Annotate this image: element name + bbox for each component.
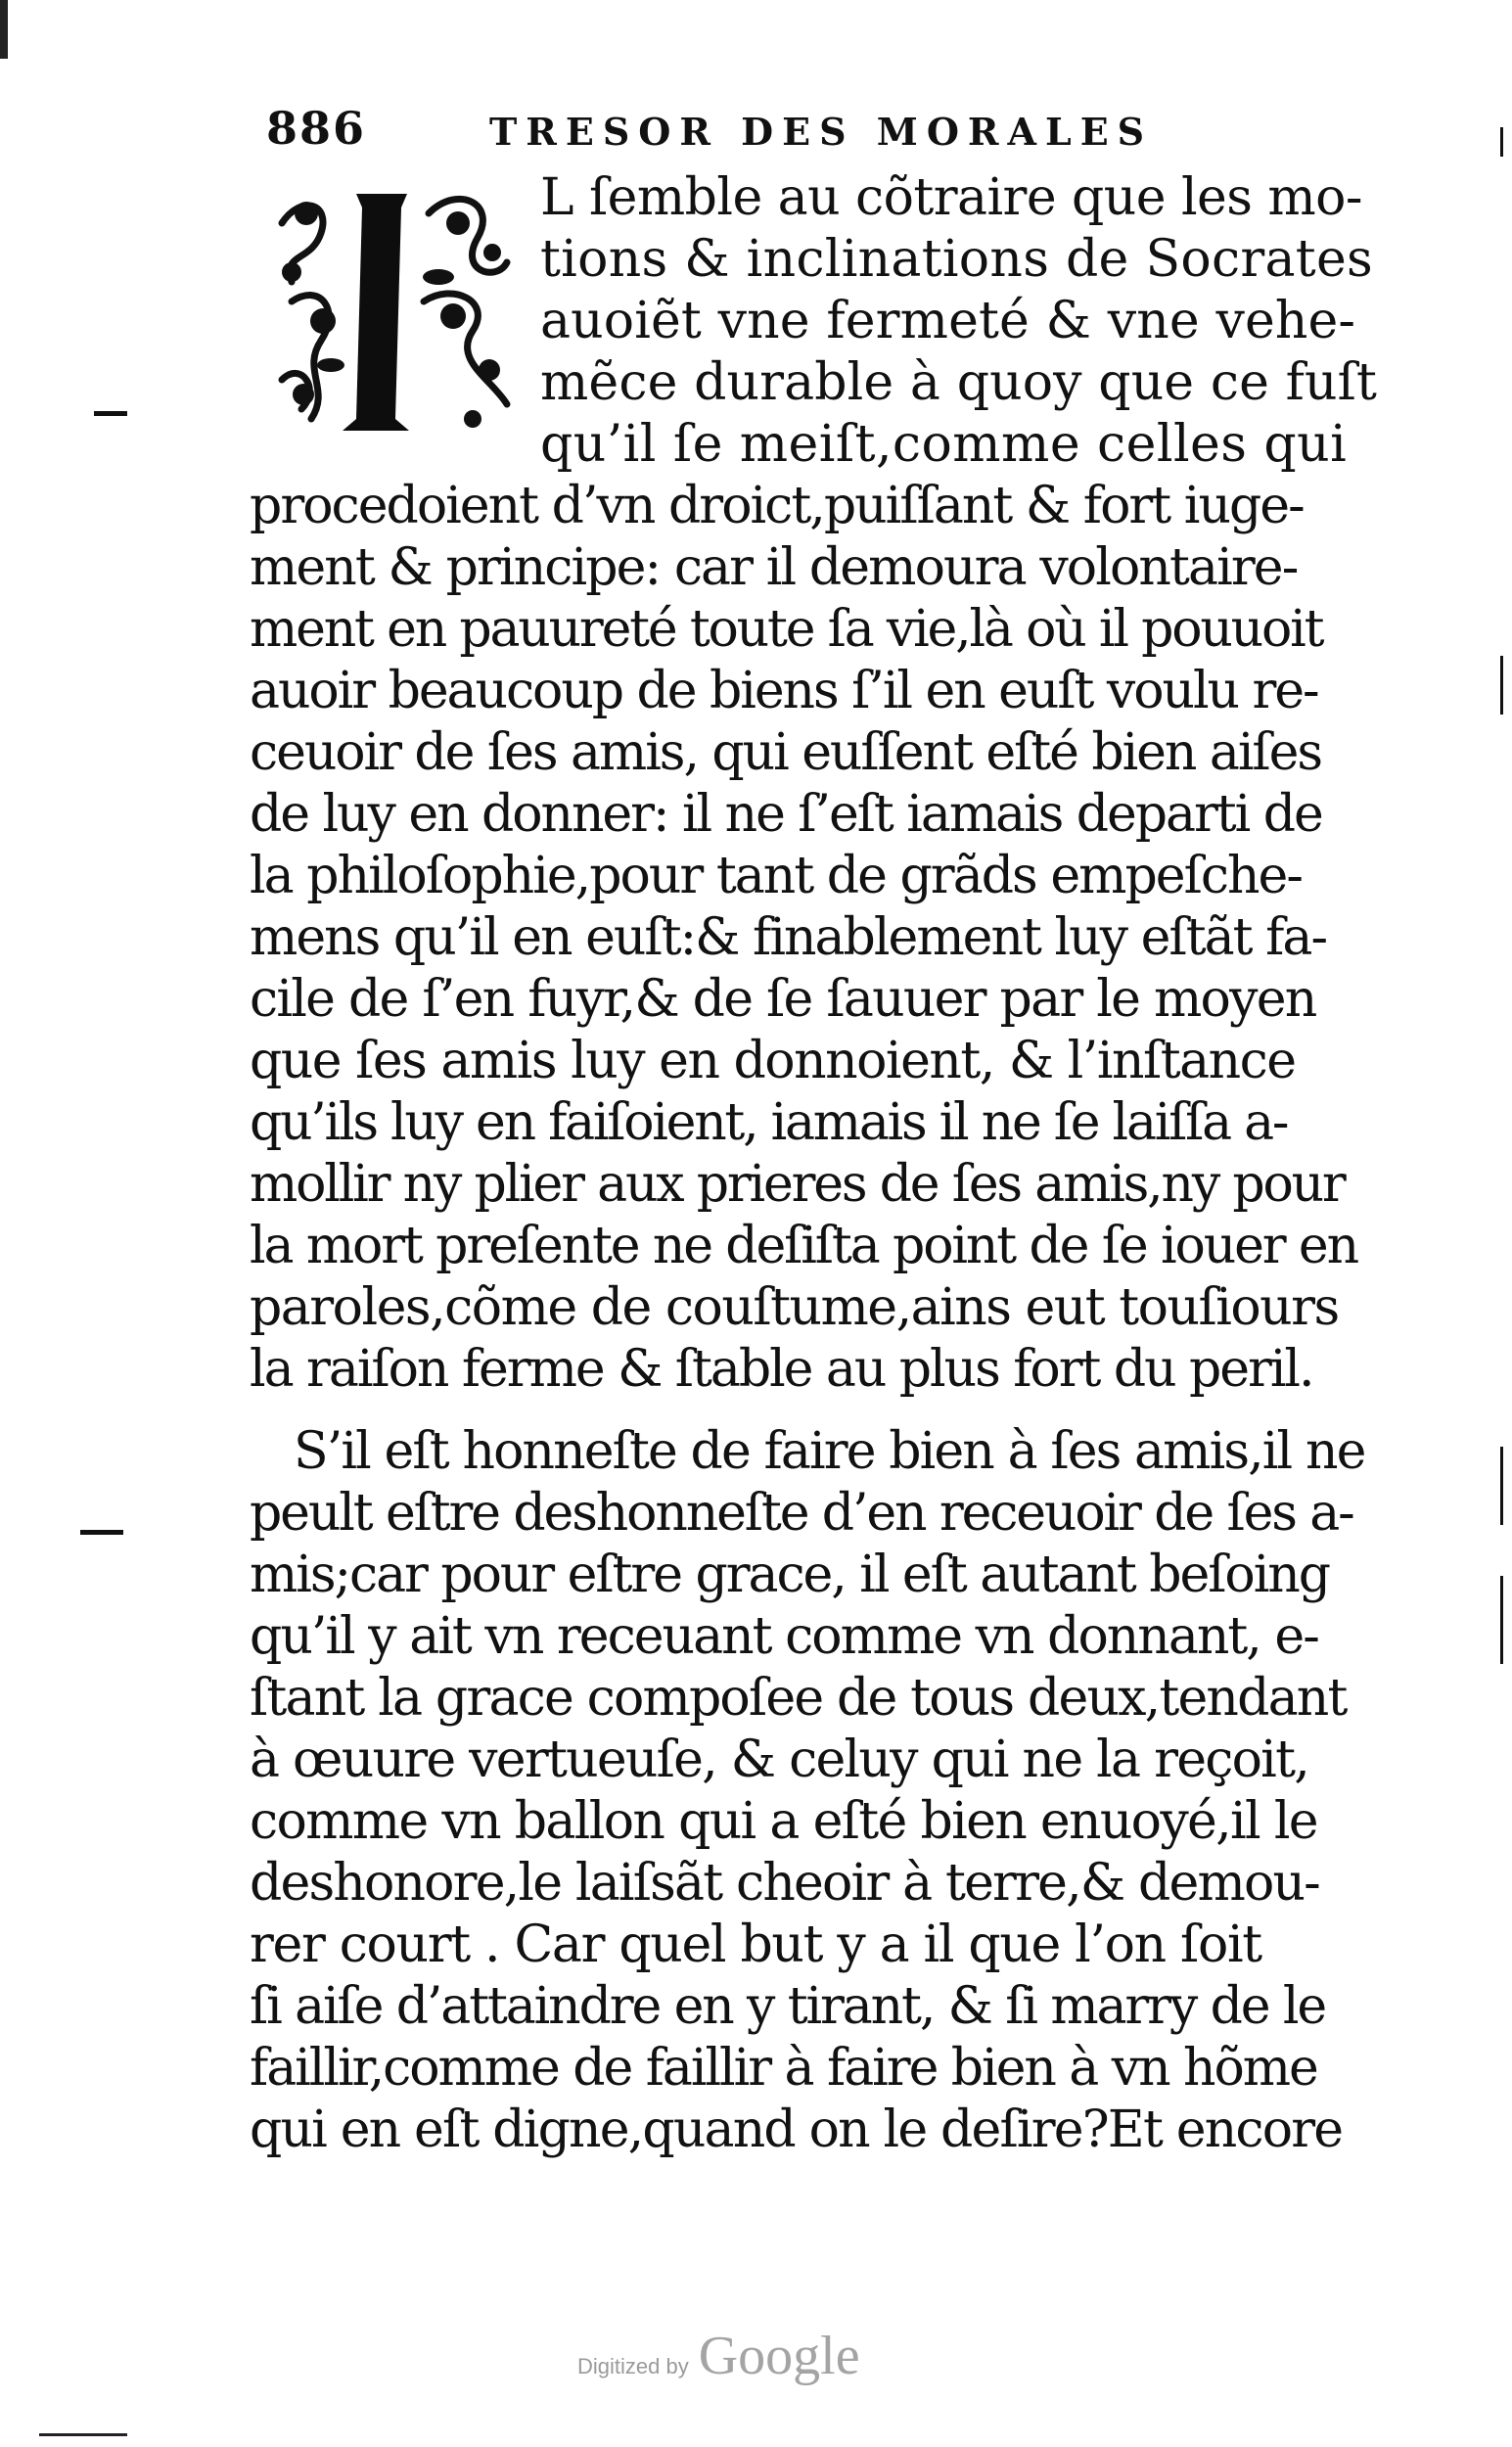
text-line: cile de ſ’en fuyr,& de ſe ſauuer par le moyen — [250, 970, 1316, 1029]
text-line: que ſes amis luy en donnoient, & l’inſtance — [250, 1032, 1296, 1090]
text-line: S’il eſt honneſte de faire bien à ſes amis,il ne — [294, 1422, 1365, 1481]
text-line: ment & principe: car il demoura volontaire- — [250, 538, 1298, 597]
running-head: TRESOR DES MORALES — [489, 110, 1154, 154]
scan-edge-mark — [0, 0, 8, 59]
scan-edge-mark — [1500, 656, 1503, 715]
text-line: ſtant la grace compoſee de tous deux,tendant — [250, 1669, 1347, 1728]
text-line: à œuure vertueuſe, & celuy qui ne la reçoit, — [250, 1731, 1309, 1789]
text-line: procedoient d’vn droict,puiſſant & fort iuge- — [250, 477, 1304, 535]
page-number: 886 — [266, 102, 367, 155]
scan-edge-mark — [1500, 1447, 1503, 1525]
text-line: la philoſophie,pour tant de grãds empeſche- — [250, 847, 1302, 905]
scan-edge-mark — [39, 2433, 127, 2436]
digitized-by-google-watermark — [577, 2325, 910, 2393]
text-line: L ſemble au cõtraire que les mo- — [540, 168, 1362, 227]
text-line: qui en eſt digne,quand on le deſire?Et encore — [250, 2101, 1343, 2159]
text-line: deshonore,le laiſsãt cheoir à terre,& demou- — [250, 1854, 1319, 1913]
text-line: ſi aiſe d’attaindre en y tirant, & ſi marry de le — [250, 1977, 1326, 2036]
text-line: comme vn ballon qui a eſté bien enuoyé,il le — [250, 1792, 1317, 1851]
text-line: de luy en donner: il ne ſ’eſt iamais departi de — [250, 785, 1322, 844]
text-line: qu’il y ait vn receuant comme vn donnant, e- — [250, 1607, 1318, 1666]
text-line: la raiſon ferme & ſtable au plus fort du peril. — [250, 1340, 1313, 1399]
text-line: faillir,comme de faillir à faire bien à vn hõme — [250, 2039, 1317, 2098]
text-line: paroles,cõme de couſtume,ains eut touſiours — [250, 1278, 1339, 1337]
decorated-initial-i — [262, 184, 527, 440]
text-line: qu’ils luy en faiſoient, iamais il ne ſe laiſſa a- — [250, 1093, 1288, 1152]
text-line: ment en pauureté toute ſa vie,là où il pouuoit — [250, 600, 1323, 659]
margin-mark — [80, 1530, 123, 1535]
text-line: qu’il ſe meiſt,comme celles qui — [540, 415, 1348, 474]
text-line: mollir ny plier aux prieres de ſes amis,ny pour — [250, 1155, 1345, 1214]
text-line: ceuoir de ſes amis, qui euſſent eſté bien aiſes — [250, 723, 1321, 782]
text-line: auoir beaucoup de biens ſ’il en euſt voulu re- — [250, 662, 1318, 720]
text-line: tions & inclinations de Socrates — [540, 230, 1374, 289]
watermark-digitized-text: Digitized by — [577, 2354, 689, 2378]
text-line: auoiẽt vne fermeté & vne vehe- — [540, 292, 1356, 350]
text-line: peult eſtre deshonneſte d’en receuoir de ſes a- — [250, 1484, 1353, 1543]
text-line: mis;car pour eſtre grace, il eſt autant beſoing — [250, 1546, 1329, 1604]
scan-edge-mark — [1500, 1576, 1503, 1664]
text-line: la mort preſente ne deſiſta point de ſe iouer en — [250, 1217, 1357, 1275]
text-line: mẽce durable à quoy que ce fuſt — [540, 353, 1377, 412]
scan-edge-mark — [1500, 127, 1503, 157]
text-line: rer court . Car quel but y a il que l’on ſoit — [250, 1916, 1261, 1974]
watermark-google-logo: Google — [698, 2326, 860, 2386]
margin-mark — [94, 411, 127, 416]
text-line: mens qu’il en euſt:& finablement luy eſtãt fa- — [250, 908, 1327, 967]
